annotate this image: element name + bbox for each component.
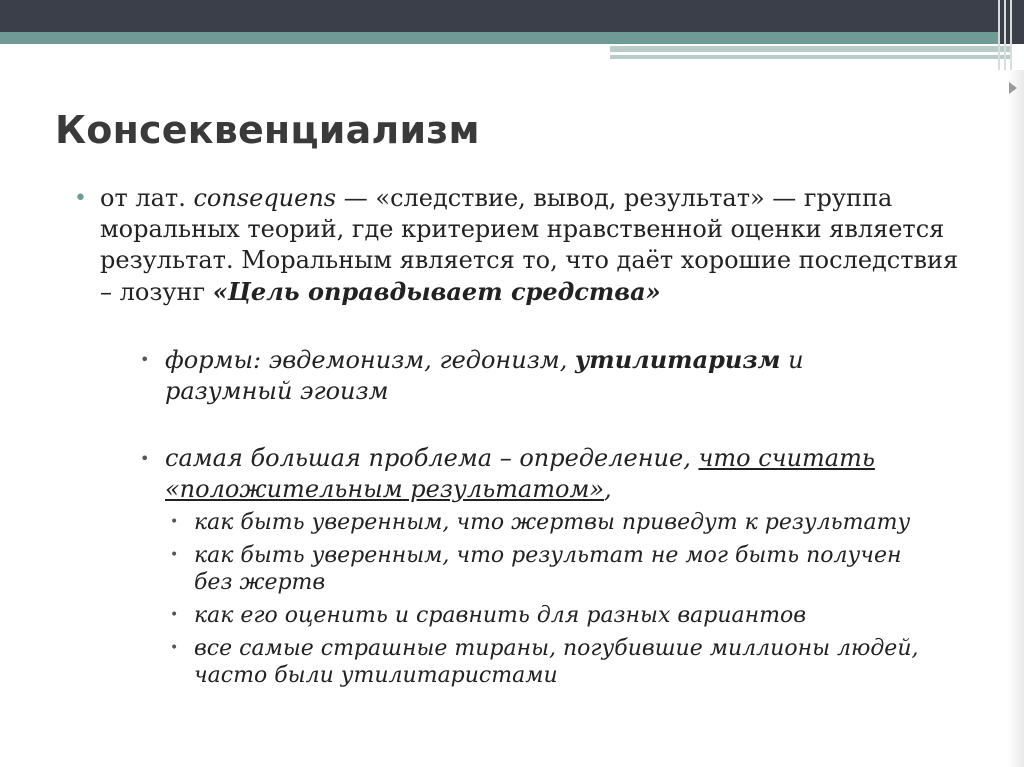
bullet-dot-icon: • <box>170 547 179 563</box>
bullet-dot-icon: • <box>170 607 179 623</box>
bullet-dot-icon: • <box>170 640 179 656</box>
bullet-dot-icon: • <box>140 350 150 369</box>
bullet-problem: • самая большая проблема – определение, что считать «положительным результатом», <box>140 444 875 503</box>
header-divider-line <box>1010 0 1012 70</box>
slide-content <box>70 183 970 689</box>
play-arrow-icon <box>1009 82 1017 94</box>
bullet-dot-icon: • <box>140 449 150 468</box>
sub-bullet: • все самые страшные тираны, погубившие миллионы людей, часто были утилитаристами <box>170 636 919 688</box>
latin-term: consequens <box>193 184 337 212</box>
sub-bullet: • как быть уверенным, что жертвы приведут к результату <box>170 510 911 535</box>
header-teal-bar <box>0 32 1000 44</box>
header-light-bar-thin <box>610 55 1010 59</box>
sub-bullet: • как его оценить и сравнить для разных вариантов <box>170 603 807 628</box>
bullet-dot-icon: • <box>170 514 179 530</box>
slide-title: Консеквенциализм <box>55 108 480 152</box>
bullet-forms: • формы: эвдемонизм, гедонизм, утилитаризм и разумный эгоизм <box>140 345 804 405</box>
term-utilitarianism: утилитаризм <box>574 345 781 374</box>
bullet-dot-icon: • <box>74 186 87 211</box>
sub-bullet: • как быть уверенным, что результат не мог быть получен без жертв <box>170 543 902 595</box>
header-dark-bar <box>0 0 1024 32</box>
underlined-question: что считать «положительным результатом» <box>165 444 875 503</box>
header-divider-line <box>998 0 1000 70</box>
slide-edge-shadow <box>1008 70 1024 767</box>
header-light-bar <box>610 46 1010 52</box>
bullet-definition: • от лат. consequens — «следствие, вывод, результат» — группа моральных теорий, где критерием нравственной оценки является результат. Моральным является то, что даёт хорошие последствия – лозунг «Цель оправдывает средства» <box>74 184 959 306</box>
header-divider-line <box>1004 0 1006 70</box>
slogan: «Цель оправдывает средства» <box>212 277 661 306</box>
